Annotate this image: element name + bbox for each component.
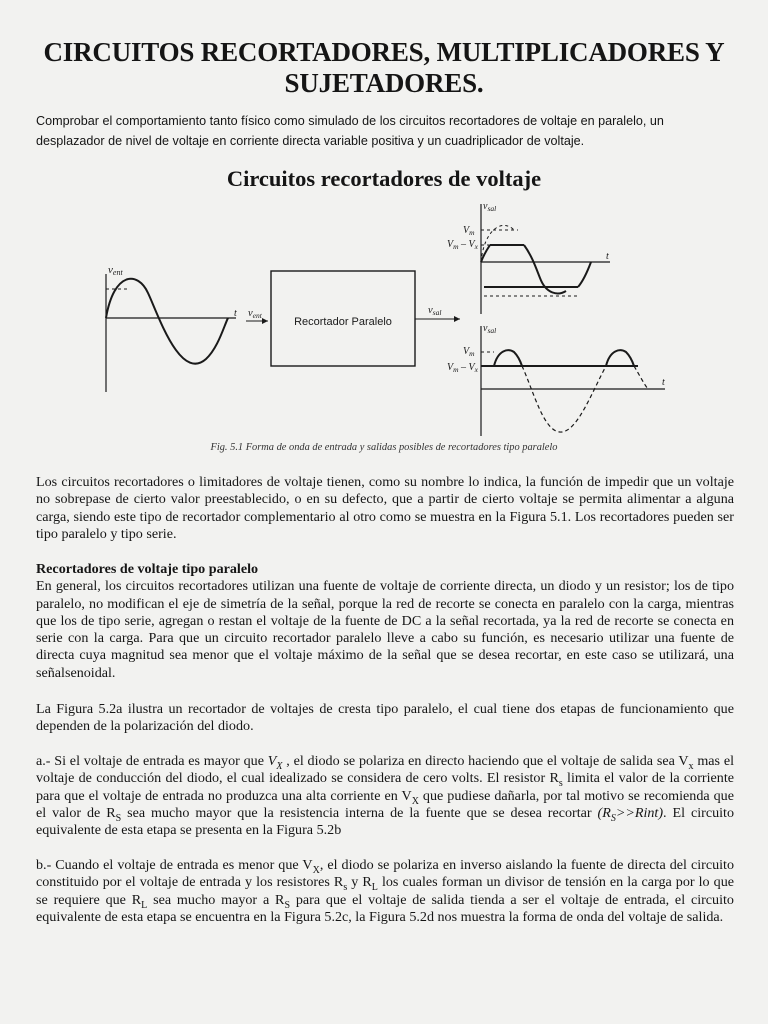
svg-text:vsal bbox=[428, 305, 441, 317]
svg-text:vsal bbox=[483, 201, 496, 213]
parallel-clipper-heading: Recortadores de voltaje tipo paralelo bbox=[36, 561, 259, 577]
time-label-input: t bbox=[234, 308, 237, 319]
svg-text:vent bbox=[108, 264, 123, 277]
top-vmvx-v: V bbox=[447, 239, 454, 250]
bottom-vmvx-minus: – V bbox=[458, 362, 475, 373]
page-title: CIRCUITOS RECORTADORES, MULTIPLICADORES Y SUJETADORES. bbox=[43, 37, 725, 98]
figure-caption: Fig. 5.1 Forma de onda de entrada y salidas posibles de recortadores tipo paralelo bbox=[210, 442, 558, 453]
vin-subscript: ent bbox=[252, 311, 262, 320]
stage-b-sub-3: L bbox=[371, 882, 378, 894]
top-vm-subscript: m bbox=[469, 228, 475, 237]
top-vsal-subscript: sal bbox=[487, 204, 497, 213]
stage-b-paragraph bbox=[36, 857, 734, 926]
output-waveform-top bbox=[447, 201, 610, 314]
top-vm-label: V bbox=[463, 225, 470, 236]
parallel-clipper-text: En general, los circuitos recortadores utilizan una fuente de voltaje de corriente directa, un diodo y un resistor; los de tipo paralelo, no modifican el eje de simetría de la señal, porque la red de recorte se conecta en paralelo con la carga, mientras que los de tipo serie, agregan o restan el voltaje de la fuente de DC a la señal recortada, ya la red de recorte se conecta en serie con la carga. Para que un circuito recortador paralelo lleve a cabo su función, es necesario utilizar una fuente de directa cuya magnitud sea menor que el voltaje máximo de la señal que se desea recortar, en este caso se utilizará, una señalsenoidal. bbox=[36, 578, 734, 681]
bottom-vsal-subscript: sal bbox=[487, 326, 497, 335]
objective-paragraph: Comprobar el comportamiento tanto físico como simulado de los circuitos recortadores de voltaje en paralelo, un desplazador de nivel de voltaje en corriente directa variable positiva y un cuadriplicador de voltaje. bbox=[36, 114, 664, 148]
stage-a-text-3: mas el voltaje de conducción del diodo, el cual idealizado se considera de cero volts. El resistor R bbox=[36, 753, 735, 787]
input-axis-label: v bbox=[108, 264, 113, 276]
stage-a-sub-2: x bbox=[688, 760, 694, 772]
top-vmvx-sub-m: m bbox=[453, 242, 459, 251]
figure-52a-text: La Figura 5.2a ilustra un recortador de voltajes de cresta tipo paralelo, el cual tiene dos etapas de funcionamiento que dependen de la polarización del diodo. bbox=[36, 701, 734, 735]
stage-b-text-5: sea mucho mayor a R bbox=[147, 891, 285, 908]
stage-a-text-5: que pudiese dañarla, por tal motivo se recomienda que el valor de R bbox=[36, 787, 734, 821]
time-label-bottom: t bbox=[662, 377, 665, 388]
svg-text:Vm – Vx bbox=[447, 362, 479, 374]
rs-rint-1: (R bbox=[597, 804, 611, 821]
stage-a-sub-5: S bbox=[115, 812, 122, 824]
svg-text:vent bbox=[248, 308, 263, 320]
stage-b-text-1: b.- Cuando el voltaje de entrada es menor que V bbox=[36, 857, 313, 873]
svg-text:Vm bbox=[463, 346, 475, 358]
svg-text:Vm – Vx bbox=[447, 239, 479, 251]
bottom-vm-subscript: m bbox=[469, 349, 475, 358]
stage-a-sub-3: s bbox=[558, 778, 563, 790]
bottom-vmvx-sub-x: x bbox=[474, 365, 478, 374]
stage-a-text-2: , el diodo se polariza en directo haciendo que el voltaje de salida sea V bbox=[282, 753, 689, 769]
stage-b-text-2: , el diodo se polariza en inverso aislando la fuente de directa del circuito constituido por el voltaje de entrada y los resistores R bbox=[36, 857, 734, 891]
top-vmvx-minus: – V bbox=[458, 239, 475, 250]
rs-rint-2: >>Rint) bbox=[615, 804, 664, 821]
stage-b-text-3: y R bbox=[347, 874, 372, 891]
bottom-vsal-label: v bbox=[483, 323, 488, 334]
bottom-vmvx-sub-m: m bbox=[453, 365, 459, 374]
input-waveform bbox=[106, 264, 236, 392]
clipper-waveform-figure bbox=[88, 196, 688, 440]
stage-b-text-4: los cuales forman un divisor de tensión en la carga por lo que se requiere que R bbox=[36, 874, 735, 908]
parallel-clipper-section bbox=[36, 561, 734, 682]
input-axis-subscript: ent bbox=[112, 268, 123, 277]
stage-a-paragraph bbox=[36, 753, 734, 839]
intro-paragraph bbox=[36, 474, 734, 543]
intro-paragraph-text: Los circuitos recortadores o limitadores de voltaje tienen, como su nombre lo indica, la función de impedir que un voltaje no sobrepase de cierto valor preestablecido, o en su defecto, que a partir de cierto voltaje se permita alimentar a alguna carga, siendo este tipo de recortador complementario al otro como se muestra en la Figura 5.1. Los recortadores pueden ser tipo paralelo y tipo serie. bbox=[36, 474, 734, 542]
stage-a-text-1: a.- Si el voltaje de entrada es mayor que bbox=[36, 753, 268, 769]
stage-b-sub-1: X bbox=[312, 864, 320, 876]
vin-label: v bbox=[248, 308, 253, 319]
stage-a-text-7: . El circuito equivalente de esta etapa se presenta en la Figura 5.2b bbox=[36, 804, 735, 839]
bottom-vm-label: V bbox=[463, 346, 470, 357]
svg-text:Vm bbox=[463, 225, 475, 237]
svg-text:vsal bbox=[483, 323, 496, 335]
vx-symbol: V bbox=[267, 753, 277, 769]
section-title: Circuitos recortadores de voltaje bbox=[226, 166, 542, 191]
figure-52a-paragraph bbox=[36, 701, 734, 736]
stage-a-text-6: sea mucho mayor que la resistencia interna de la fuente que se desea recortar bbox=[121, 804, 598, 821]
block-label: Recortador Paralelo bbox=[294, 316, 392, 328]
stage-b-sub-5: S bbox=[284, 899, 291, 911]
stage-a-text-4: limita el valor de la corriente para que el voltaje de entrada no produzca una alta corriente en V bbox=[36, 770, 735, 804]
stage-b-text-6: para que el voltaje de salida tienda a ser el voltaje de entrada, el circuito equivalente de esta etapa se encuentra en la Figura 5.2c, la Figura 5.2d nos muestra la forma de onda del voltaje de salida. bbox=[36, 891, 734, 925]
stage-b-sub-2: s bbox=[343, 882, 348, 894]
rs-rint-sub: S bbox=[610, 812, 616, 824]
vout-label: v bbox=[428, 305, 433, 316]
output-waveform-bottom bbox=[447, 323, 665, 436]
vout-subscript: sal bbox=[432, 308, 442, 317]
vx-subscript: X bbox=[276, 760, 283, 772]
bottom-vmvx-v: V bbox=[447, 362, 454, 373]
time-label-top: t bbox=[606, 251, 609, 262]
stage-a-sub-4: X bbox=[411, 795, 419, 807]
stage-b-sub-4: L bbox=[141, 899, 148, 911]
top-vmvx-sub-x: x bbox=[474, 242, 478, 251]
top-vsal-label: v bbox=[483, 201, 488, 212]
